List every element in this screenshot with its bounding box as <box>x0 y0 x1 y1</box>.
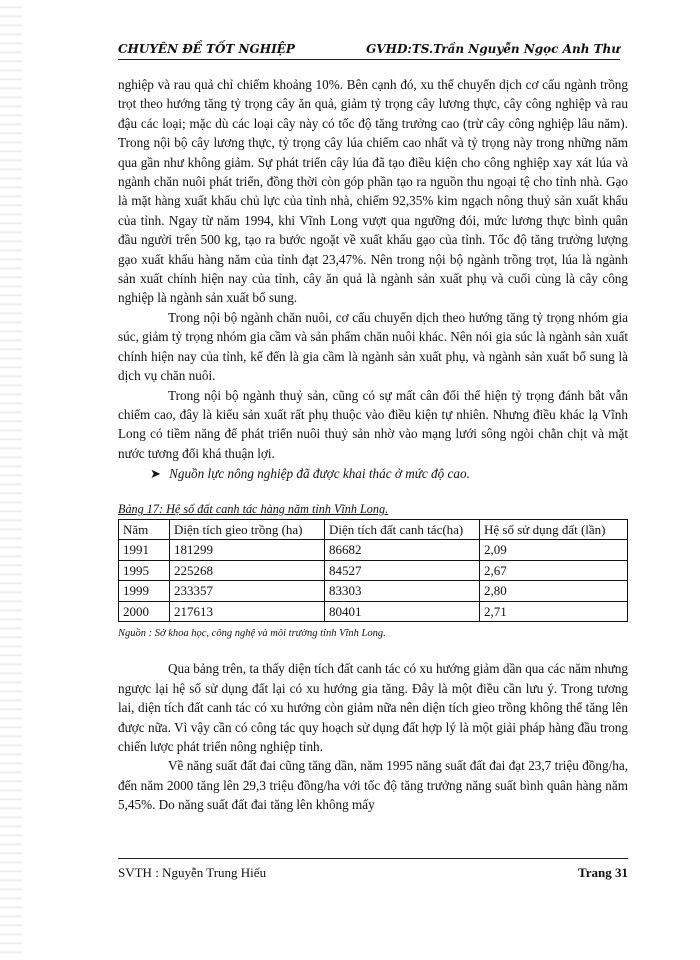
cell-year: 1995 <box>119 560 170 580</box>
paragraph-livestock: Trong nội bộ ngành chăn nuôi, cơ cấu chuyển dịch theo hướng tăng tỷ trọng nhóm gia súc, giảm tỷ trọng nhóm gia cầm và sản phẩm chăn nuôi khác. Nên nói gia súc là ngành sản xuất chính hiện nay của tỉnh, kế đến là gia cầm là ngành sản xuất phụ, và ngành sản xuất bổ sung là dịch vụ chăn nuôi. <box>118 309 628 384</box>
cell-year: 1991 <box>119 540 170 560</box>
table-row <box>119 601 628 621</box>
paragraph-table-analysis: Qua bảng trên, ta thấy diện tích đất canh tác có xu hướng giảm dần qua các năm nhưng ngược lại hệ số sử dụng đất lại có xu hướng gia tăng. Đây là một điều cần lưu ý. Trong tương lai, diện tích đất canh tác có xu hướng còn giảm nữa nên diện tích gieo trồng không thể tăng lên được nữa. Vì vậy cần có công tác quy hoạch sử dụng đất hợp lý là một giải pháp hàng đầu trong chiến lược phát triển nông nghiệp tỉnh. <box>118 661 628 754</box>
cell-coefficient: 2,71 <box>480 601 628 621</box>
land-use-table <box>118 519 628 622</box>
cell-year: 2000 <box>119 601 170 621</box>
footer-student: SVTH : Nguyễn Trung Hiếu <box>118 865 267 880</box>
cell-sown-area: 233357 <box>170 581 325 601</box>
cell-coefficient: 2,80 <box>480 581 628 601</box>
cell-cultivated-area: 80401 <box>325 601 480 621</box>
cell-coefficient: 2,09 <box>480 540 628 560</box>
cell-sown-area: 181299 <box>170 540 325 560</box>
paragraph-land-productivity: Về năng suất đất đai cũng tăng dần, năm 1995 năng suất đất đai đạt 23,7 triệu đồng/ha, đến năm 2000 tăng lên 29,3 triệu đồng/ha với tốc độ tăng trưởng năng suất bình quân hàng năm 5,45%. Do năng suất đất đai tăng lên không mấy <box>118 758 628 813</box>
cell-coefficient: 2,67 <box>480 560 628 580</box>
bullet-heading <box>150 464 628 483</box>
col-header-cultivated-area: Diện tích đất canh tác(ha) <box>325 519 480 539</box>
paragraph-crops: nghiệp và rau quả chỉ chiếm khoảng 10%. Bên cạnh đó, xu thế chuyển dịch cơ cấu ngành trồng trọt theo hướng tăng tỷ trọng cây ăn quả, giảm tỷ trọng cây lương thực, cây công nghiệp và rau đậu các loại; mặc dù các loại cây này có tốc độ tăng trưởng cao (trừ cây công nghiệp lâu năm). Trong nội bộ cây lương thực, tỷ trọng cây lúa chiếm cao nhất và tỷ trọng này trong những năm qua gần như không giảm. Sự phát triển cây lúa đã tạo điều kiện cho công nghiệp xay xát lúa và ngành chăn nuôi phát triển, đồng thời còn góp phần tạo ra nguồn thu ngoại tệ cho tỉnh nhà. Gạo là mặt hàng xuất khẩu chủ lực của tỉnh nhà, chiếm 92,35% kim ngạch nông thuỷ sản xuất khẩu của tỉnh. Ngay từ năm 1994, khi Vĩnh Long vượt qua ngưỡng đói, mức lương thực bình quân đầu người trên 500 kg, tạo ra bước ngoặt về xuất khẩu gạo của tỉnh. Tốc độ tăng trưởng lượng gạo xuất khẩu hàng năm của tỉnh đạt 23,47%. Nên trong nội bộ ngành trồng trọt, lúa là ngành sản xuất chính hiện nay của tỉnh, cây ăn quả là ngành sản xuất phụ và cuối cùng là cây công nghiệp là ngành sản xuất bổ sung. <box>118 77 628 306</box>
cell-cultivated-area: 83303 <box>325 581 480 601</box>
col-header-year: Năm <box>119 519 170 539</box>
table-row <box>119 560 628 580</box>
header-title: CHUYÊN ĐỀ TỐT NGHIỆP <box>118 42 295 56</box>
cell-cultivated-area: 84527 <box>325 560 480 580</box>
col-header-sown-area: Diện tích gieo trồng (ha) <box>170 519 325 539</box>
table-source: Nguồn : Sở khoa học, công nghệ và môi trường tỉnh Vĩnh Long. <box>118 627 386 639</box>
col-header-land-use-coefficient: Hệ số sử dụng đất (lần) <box>480 519 628 539</box>
paragraph-fishery: Trong nội bộ ngành thuỷ sản, cũng có sự mất cân đối thể hiện tỷ trọng đánh bắt vẫn chiếm cao, đây là kiểu sản xuất rất phụ thuộc vào điều kiện tự nhiên. Nhưng điều khác lạ Vĩnh Long có tiềm năng để phát triển nuôi thuỷ sản nhờ vào mạng lưới sông ngòi chằn chịt và mặt nước tương đối khá thuận lợi. <box>118 387 628 461</box>
cell-year: 1999 <box>119 581 170 601</box>
table-header-row <box>119 519 628 539</box>
scan-edge-artifact <box>0 0 22 960</box>
table-caption: Bảng 17: Hệ số đất canh tác hàng năm tỉnh Vĩnh Long. <box>118 501 389 516</box>
cell-cultivated-area: 86682 <box>325 540 480 560</box>
page-content <box>118 75 628 815</box>
page-footer <box>118 858 628 881</box>
page-header <box>118 28 620 60</box>
table-row <box>119 581 628 601</box>
cell-sown-area: 217613 <box>170 601 325 621</box>
cell-sown-area: 225268 <box>170 560 325 580</box>
bullet-text: Nguồn lực nông nghiệp đã được khai thác ở mức độ cao. <box>169 466 470 482</box>
header-advisor: GVHD:TS.Trần Nguyễn Ngọc Anh Thư <box>366 42 620 56</box>
table-row <box>119 540 628 560</box>
page-number: Trang 31 <box>578 865 628 880</box>
arrow-bullet-icon: ➤ <box>150 466 162 482</box>
